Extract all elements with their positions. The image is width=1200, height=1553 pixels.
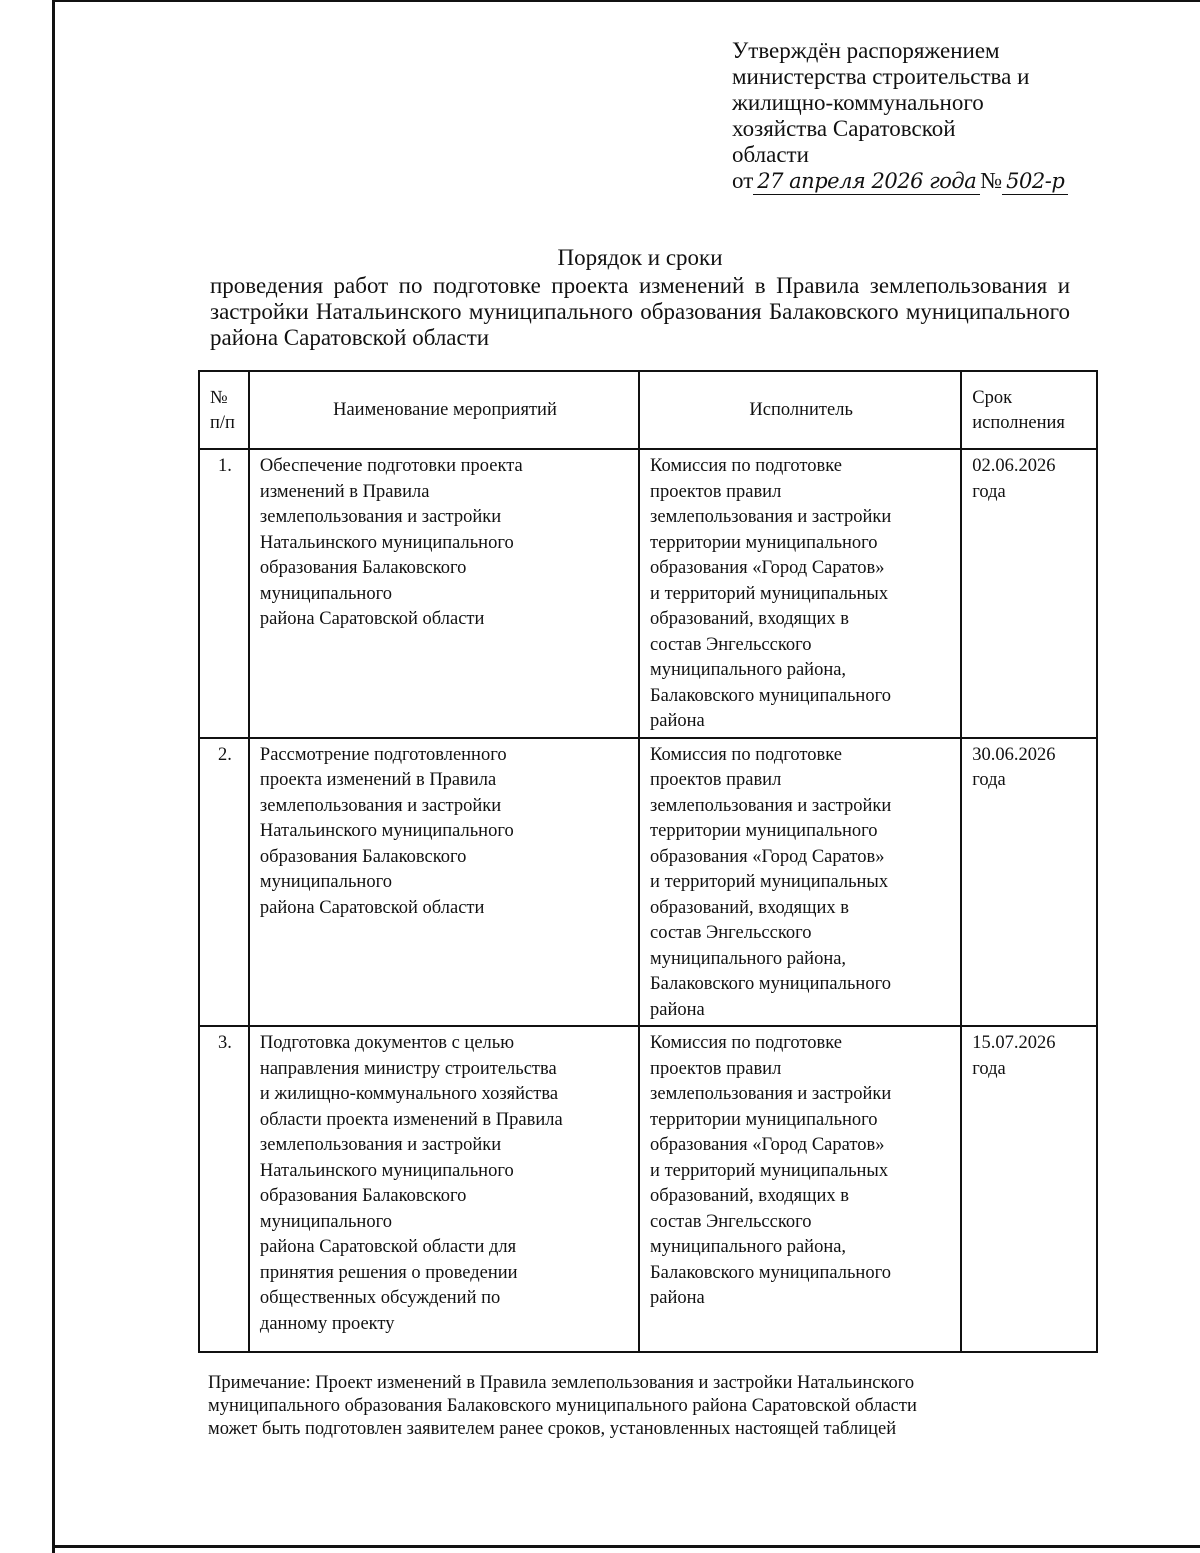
- header-num-line: №: [210, 387, 228, 408]
- approval-line: хозяйства Саратовской: [732, 116, 956, 141]
- header-term: [961, 371, 1097, 449]
- note-line: Примечание: Проект изменений в Правила землепользования и застройки Натальинского: [208, 1373, 915, 1393]
- row-name-line: района Саратовской области: [259, 609, 485, 629]
- row-executor-line: района: [650, 711, 705, 731]
- row-executor-line: проектов правил: [650, 481, 782, 502]
- page-border-left: [52, 0, 55, 1553]
- document-subtitle: [210, 273, 1070, 351]
- row-executor-line: муниципального района,: [650, 948, 847, 969]
- row-name-line: проекта изменений в Правила: [259, 770, 497, 790]
- row-name-line: направления министру строительства: [259, 1058, 557, 1079]
- row-term-line: года: [972, 1058, 1006, 1079]
- header-term-line: исполнения: [972, 413, 1065, 433]
- schedule-table: [198, 370, 1098, 1353]
- row-name-line: муниципального: [259, 872, 392, 892]
- row-num: 1.: [199, 449, 249, 738]
- approval-block: [732, 38, 1065, 195]
- subtitle-line: проведения работ по подготовке проекта изменений в Правила: [210, 273, 860, 298]
- row-name-line: образования Балаковского: [259, 558, 467, 578]
- document-title: Порядок и сроки: [557, 245, 723, 270]
- row-name-line: Натальинского муниципального: [259, 532, 514, 553]
- row-name-line: муниципального: [259, 583, 392, 604]
- table-row: [199, 1026, 1097, 1352]
- table-row: [199, 738, 1097, 1027]
- row-name-line: района Саратовской области: [259, 897, 485, 918]
- row-executor-line: образований, входящих в: [650, 609, 849, 629]
- row-executor-line: района: [650, 999, 705, 1020]
- approval-line: жилищно-коммунального: [732, 90, 984, 115]
- note-line: муниципального образования Балаковского муниципального района Саратовской области: [208, 1396, 917, 1416]
- row-executor-line: Балаковского муниципального: [650, 974, 891, 994]
- row-executor-line: Балаковского муниципального: [650, 1262, 891, 1283]
- row-name-line: изменений в Правила: [259, 481, 430, 502]
- row-term-line: 15.07.2026: [972, 1033, 1056, 1053]
- row-executor-line: образований, входящих в: [650, 897, 849, 918]
- row-executor: [639, 738, 961, 1027]
- row-term-line: года: [972, 770, 1006, 790]
- row-num: 2.: [199, 738, 249, 1027]
- row-name-line: образования Балаковского: [259, 1186, 467, 1206]
- row-name-line: района Саратовской области для: [259, 1237, 517, 1257]
- subtitle-line: землепользования и застройки Натальинского муниципального образования: [210, 273, 1070, 324]
- header-executor: Исполнитель: [639, 371, 961, 449]
- subtitle-line: Балаковского муниципального района Саратовской области: [210, 299, 1071, 350]
- approval-line: Утверждён распоряжением: [732, 38, 1000, 63]
- row-name-line: Рассмотрение подготовленного: [259, 744, 507, 765]
- row-executor-line: Комиссия по подготовке: [650, 744, 842, 765]
- row-name-line: землепользования и застройки: [259, 795, 502, 816]
- row-name-line: Натальинского муниципального: [259, 1160, 514, 1181]
- row-executor-line: состав Энгельсского: [650, 923, 812, 943]
- row-executor-line: Комиссия по подготовке: [650, 456, 842, 476]
- header-name: Наименование мероприятий: [249, 371, 639, 449]
- row-executor-line: образований, входящих в: [650, 1186, 849, 1206]
- table-row: [199, 449, 1097, 738]
- row-name-line: Натальинского муниципального: [259, 821, 514, 841]
- approval-line: министерства строительства и: [732, 64, 1030, 89]
- row-term-line: года: [972, 481, 1006, 502]
- row-executor-line: землепользования и застройки: [650, 795, 892, 816]
- handwritten-number: 502-р: [1002, 168, 1068, 195]
- handwritten-date: 27 апреля 2026 года: [753, 168, 980, 195]
- row-term: [961, 738, 1097, 1027]
- row-executor-line: проектов правил: [650, 1058, 782, 1079]
- row-executor-line: территории муниципального: [650, 1109, 878, 1130]
- note-line: может быть подготовлен заявителем ранее сроков, установленных настоящей таблицей: [208, 1419, 897, 1439]
- row-executor-line: территории муниципального: [650, 532, 878, 553]
- row-name-line: Подготовка документов с целью: [259, 1033, 515, 1053]
- row-term: [961, 1026, 1097, 1352]
- row-executor-line: Балаковского муниципального: [650, 685, 891, 706]
- row-name: [249, 1026, 639, 1352]
- date-prefix: от: [732, 168, 754, 193]
- row-name-line: и жилищно-коммунального хозяйства: [259, 1084, 559, 1104]
- row-executor-line: района: [650, 1288, 705, 1308]
- row-executor-line: образования «Город Саратов»: [650, 558, 885, 578]
- page-border-top: [52, 0, 1200, 2]
- table-note: [208, 1372, 1088, 1441]
- row-name-line: данному проекту: [259, 1313, 395, 1334]
- row-executor-line: и территорий муниципальных: [650, 583, 889, 604]
- number-prefix: №: [980, 168, 1003, 193]
- row-executor-line: состав Энгельсского: [650, 1211, 812, 1232]
- row-name-line: землепользования и застройки: [259, 507, 502, 527]
- row-name-line: землепользования и застройки: [259, 1135, 502, 1155]
- row-executor: [639, 1026, 961, 1352]
- row-executor-line: землепользования и застройки: [650, 507, 892, 527]
- row-name-line: муниципального: [259, 1211, 392, 1232]
- table-header-row: [199, 371, 1097, 449]
- row-term-line: 30.06.2026: [972, 744, 1056, 765]
- row-executor-line: состав Энгельсского: [650, 634, 812, 655]
- row-name-line: области проекта изменений в Правила: [259, 1109, 563, 1130]
- row-executor-line: муниципального района,: [650, 660, 847, 680]
- row-executor: [639, 449, 961, 738]
- row-name: [249, 738, 639, 1027]
- row-executor-line: и территорий муниципальных: [650, 1160, 889, 1181]
- row-executor-line: образования «Город Саратов»: [650, 846, 885, 867]
- row-name-line: принятия решения о проведении: [259, 1262, 518, 1283]
- row-name-line: общественных обсуждений по: [259, 1288, 501, 1308]
- row-name: [249, 449, 639, 738]
- row-executor-line: землепользования и застройки: [650, 1084, 892, 1104]
- header-term-line: Срок: [972, 387, 1013, 408]
- row-executor-line: и территорий муниципальных: [650, 872, 889, 892]
- header-num-line: п/п: [210, 413, 235, 433]
- row-executor-line: проектов правил: [650, 770, 782, 790]
- row-name-line: образования Балаковского: [259, 846, 467, 867]
- row-executor-line: Комиссия по подготовке: [650, 1033, 842, 1053]
- row-term-line: 02.06.2026: [972, 456, 1056, 476]
- approval-line: области: [732, 142, 809, 167]
- header-num: [199, 371, 249, 449]
- approval-date-line: [732, 168, 1065, 195]
- row-name-line: Обеспечение подготовки проекта: [259, 456, 523, 476]
- row-num: 3.: [199, 1026, 249, 1352]
- row-executor-line: образования «Город Саратов»: [650, 1135, 885, 1155]
- row-executor-line: муниципального района,: [650, 1237, 847, 1257]
- row-term: [961, 449, 1097, 738]
- row-executor-line: территории муниципального: [650, 821, 878, 841]
- page-border-bottom: [52, 1545, 1200, 1548]
